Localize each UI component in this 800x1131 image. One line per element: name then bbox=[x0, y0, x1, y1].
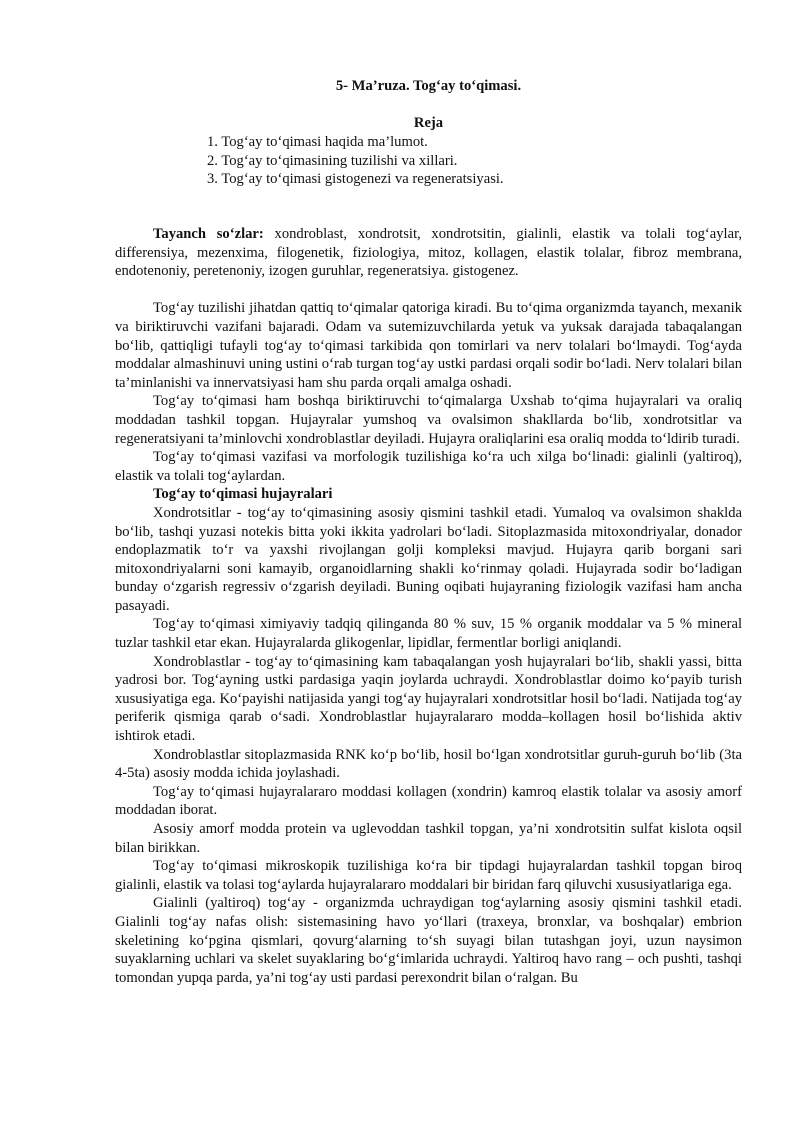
paragraph: Tog‘ay to‘qimasi ham boshqa biriktiruvchi to‘qimalarga Uxshab to‘qima hujayralari va oraliq moddadan tashkil topgan. Hujayralar yumshoq va ovalsimon shakllarda bo‘lib, xondrotsitlar va regeneratsiyani ta’minlovchi xondroblastlar deyiladi. Hujayra oraliqlarini esa oraliq modda to‘ldirib turadi. bbox=[115, 393, 742, 447]
plan-item: 3. Tog‘ay to‘qimasi gistogenezi va regeneratsiyasi. bbox=[207, 171, 504, 188]
paragraph: Tog‘ay to‘qimasi ximiyaviy tadqiq qilinganda 80 % suv, 15 % organik moddalar va 5 % mineral tuzlar tashkil etar ekan. Hujayralarda glikogenlar, lipidlar, fermentlar borligi aniqlandi. bbox=[115, 616, 742, 652]
paragraph: Tog‘ay to‘qimasi mikroskopik tuzilishiga ko‘ra bir tipdagi hujayralardan tashkil topgan biroq gialinli, elastik va tolasi tog‘aylarda hujayralararo moddalari bir biridan farq qiluvchi xususiyatlariga ega. bbox=[115, 858, 742, 893]
keywords-label: Tayanch so‘zlar: bbox=[153, 226, 264, 242]
paragraph: Gialinli (yaltiroq) tog‘ay - organizmda uchraydigan tog‘aylarning asosiy qismini tashkil etadi. Gialinli tog‘ay nafas olish: sistemasining havo yo‘llari (traxeya, bronxlar, va boshqalar) embrion skeletining ko‘pgina qismlari, qovurg‘alarning to‘sh suyagi bilan tutashgan joyi, uzun naysimon suyaklarning uchlari va skelet suyaklaring bo‘g‘imlarida uchraydi. Yaltiroq havo rang – och pushti, tashqi tomondan yupqa parda, ya’ni tog‘ay usti pardasi perexondrit bilan o‘ralgan. Bu bbox=[115, 895, 742, 986]
paragraph: Xondrotsitlar - tog‘ay to‘qimasining asosiy qismini tashkil etadi. Yumaloq va ovalsimon shaklda bo‘lib, tashqi yuzasi notekis bitta yoki ikkita yadrolari bo‘ladi. Sitoplazmasida mitoxondriyalar, donador endoplazmatik to‘r va yaxshi rivojlangan golji kompleksi mavjud. Hujayra qarib borgani sari mitoxondriyalarni soni kamayib, organoidlarning shakli ko‘rinmay qoladi. Hujayrada sodir bo‘ladigan bunday o‘zgarish regressiv o‘zgarish deyiladi. Buning oqibati hujayraning fiziologik vazifasi ham ancha pasayadi. bbox=[115, 504, 742, 614]
plan-list bbox=[207, 133, 504, 189]
keywords-text: xondroblast, xondrotsit, xondrotsitin, gialinli, elastik va tolali tog‘aylar, differensiya, mezenxima, filogenetik, fiziologiya, mitoz, kollagen, elastik tolalar, fibroz membrana, endotenoniy, peretenoniy, izogen guruhlar, regeneratsiya. gistogenez. bbox=[115, 226, 742, 280]
paragraph: Tog‘ay to‘qimasi hujayralararo moddasi kollagen (xondrin) kamroq elastik tolalar va asosiy amorf moddadan iborat. bbox=[115, 783, 742, 819]
plan-item: 1. Tog‘ay to‘qimasi haqida ma’lumot. bbox=[207, 134, 428, 150]
plan-heading: Reja bbox=[413, 115, 444, 131]
paragraph: Xondroblastlar - tog‘ay to‘qimasining kam tabaqalangan yosh hujayralari bo‘lib, shakli yassi, bitta yadrosi bor. Tog‘ayning ustki pardasiga yaqin joylarda uchraydi. Xondroblastlar doimo ko‘payib turish xususiyatiga ega. Ko‘payishi natijasida yangi tog‘ay hujayralari xondrotsitlar hosil bo‘ladi. Natijada tog‘ay periferik qismiga qarab o‘sadi. Xondroblastlar hujayralararo modda–kollagen hosil bo‘lishida aktiv ishtirok etadi. bbox=[115, 653, 742, 745]
section-subheading: Tog‘ay to‘qimasi hujayralari bbox=[153, 486, 333, 503]
paragraph: Tog‘ay to‘qimasi vazifasi va morfologik tuzilishiga ko‘ra uch xilga bo‘linadi: gialinli (yaltiroq), elastik va tolali tog‘aylardan. bbox=[115, 449, 742, 484]
plan-item: 2. Tog‘ay to‘qimasining tuzilishi va xillari. bbox=[207, 152, 458, 169]
lecture-title: 5- Ma’ruza. Tog‘ay to‘qimasi. bbox=[335, 78, 522, 94]
paragraph: Xondroblastlar sitoplazmasida RNK ko‘p bo‘lib, hosil bo‘lgan xondrotsitlar guruh-guruh bo‘lib (3ta 4-5ta) asosiy modda ichida joylashadi. bbox=[115, 746, 742, 782]
document-body bbox=[115, 225, 742, 987]
paragraph: Asosiy amorf modda protein va uglevoddan tashkil topgan, ya’ni xondrotsitin sulfat kislota oqsil bilan birikkan. bbox=[115, 821, 742, 856]
paragraph: Tog‘ay tuzilishi jihatdan qattiq to‘qimalar qatoriga kiradi. Bu to‘qima organizmda tayanch, mexanik va biriktiruvchi vazifani bajaradi. Odam va sutemizuvchilarda yetuk va yuksak darajada tabaqalangan bo‘lib, qattiqligi tufayli tog‘ay to‘qimasi tarkibida qon tomirlari va nerv tolalari bo‘lmaydi. Tog‘ayda moddalar almashinuvi uning ustini o‘rab turgan tog‘ay ustki pardasi orqali sodir bo‘ladi. Nerv tolalari bilan ta’minlanishi va innervatsiyasi ham shu parda orqali amalga oshadi. bbox=[115, 300, 742, 391]
keywords-paragraph bbox=[115, 225, 742, 281]
